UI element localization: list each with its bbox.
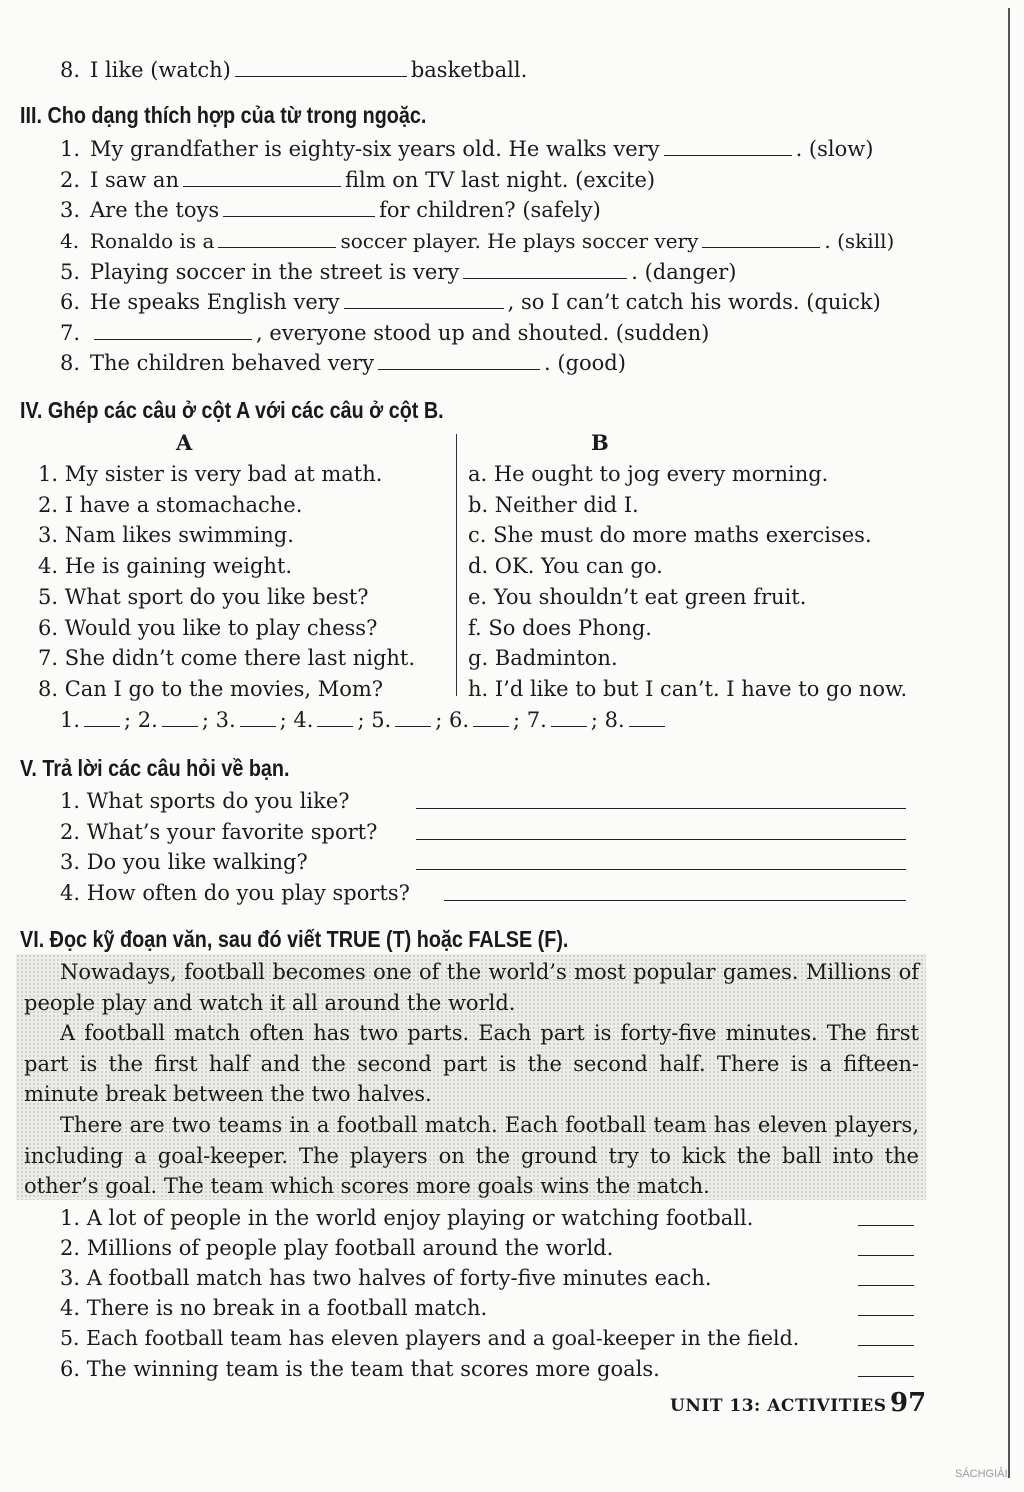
- item-text: Playing soccer in the street is very: [90, 260, 460, 284]
- section-5-question: 3. Do you like walking?: [60, 850, 308, 874]
- answer-blank[interactable]: [395, 708, 431, 727]
- section-5-question: 4. How often do you play sports?: [60, 881, 410, 905]
- answer-line[interactable]: [416, 821, 906, 840]
- column-b-item: a. He ought to jog every morning.: [468, 462, 829, 486]
- true-false-statement: 2. Millions of people play football around the world.: [60, 1236, 614, 1260]
- answer-blank[interactable]: [702, 229, 820, 248]
- section-3-item: [60, 289, 881, 315]
- answer-blank[interactable]: [240, 708, 276, 727]
- item-text: for children? (safely): [379, 198, 601, 222]
- column-a-item: 6. Would you like to play chess?: [38, 616, 378, 640]
- item-text: He speaks English very: [90, 290, 340, 314]
- item-text: , so I can’t catch his words. (quick): [507, 290, 881, 314]
- item-text: . (slow): [795, 137, 874, 161]
- answer-blank[interactable]: [183, 168, 341, 187]
- column-a-item: 2. I have a stomachache.: [38, 493, 303, 517]
- passage-paragraph: Nowadays, football becomes one of the world’s most popular games. Millions of people play and watch it all around the world.: [24, 960, 919, 1015]
- item-text: My grandfather is eighty-six years old. He walks very: [90, 137, 660, 161]
- item-number: 5.: [60, 260, 81, 284]
- section-3-item: [60, 259, 736, 285]
- column-a-item: 3. Nam likes swimming.: [38, 523, 294, 547]
- unit-label: UNIT 13: ACTIVITIES: [670, 1396, 887, 1416]
- item-text: basketball.: [410, 58, 528, 82]
- section-3-title: III. Cho dạng thích hợp của từ trong ngoặc.: [20, 102, 427, 128]
- item-text: Ronaldo is a: [90, 229, 215, 253]
- column-b-item: e. You shouldn’t eat green fruit.: [468, 585, 807, 609]
- answer-label: ; 4.: [279, 708, 314, 732]
- true-false-statement: 6. The winning team is the team that scores more goals.: [60, 1357, 660, 1381]
- answer-line[interactable]: [444, 882, 906, 901]
- answer-blank[interactable]: [378, 351, 540, 370]
- answer-blank[interactable]: [162, 708, 198, 727]
- top-exercise-item: [60, 57, 527, 83]
- column-b-item: d. OK. You can go.: [468, 554, 663, 578]
- answer-blank[interactable]: [858, 1327, 914, 1346]
- section-6-title: VI. Đọc kỹ đoạn văn, sau đó viết TRUE (T) hoặc FALSE (F).: [20, 926, 569, 952]
- column-b-item: h. I’d like to but I can’t. I have to go now.: [468, 677, 908, 701]
- item-text: The children behaved very: [90, 351, 374, 375]
- column-divider: [456, 434, 457, 696]
- item-number: 7.: [60, 321, 81, 345]
- item-text: . (danger): [631, 260, 737, 284]
- answer-blank[interactable]: [858, 1237, 914, 1256]
- watermark-logo: SÁCHGIẢI: [955, 1468, 1008, 1480]
- answer-label: ; 7.: [513, 708, 547, 732]
- section-5-question: 1. What sports do you like?: [60, 789, 350, 813]
- answer-label: 1.: [60, 708, 81, 732]
- answer-blank[interactable]: [858, 1297, 914, 1316]
- item-text: soccer player. He plays soccer very: [340, 229, 699, 253]
- page-number: 97: [890, 1388, 927, 1418]
- answer-line[interactable]: [416, 851, 906, 870]
- answer-blank[interactable]: [223, 198, 375, 217]
- column-a-item: 8. Can I go to the movies, Mom?: [38, 677, 384, 701]
- section-3-item: [60, 320, 709, 346]
- answer-label: ; 6.: [435, 708, 470, 732]
- item-text: . (skill): [824, 229, 895, 253]
- true-false-statement: 4. There is no break in a football match.: [60, 1296, 488, 1320]
- answer-blank[interactable]: [235, 58, 407, 77]
- answer-label: ; 2.: [124, 708, 158, 732]
- section-3-item: [60, 228, 894, 254]
- answer-label: ; 3.: [201, 708, 236, 732]
- section-3-item: [60, 167, 655, 193]
- true-false-statement: 5. Each football team has eleven players and a goal-keeper in the field.: [60, 1326, 800, 1350]
- answer-blank[interactable]: [858, 1358, 914, 1377]
- column-a-item: 1. My sister is very bad at math.: [38, 462, 383, 486]
- answer-blank[interactable]: [473, 708, 509, 727]
- column-b-item: b. Neither did I.: [468, 493, 639, 517]
- item-text: Are the toys: [90, 198, 220, 222]
- answer-label: ; 8.: [590, 708, 625, 732]
- passage-paragraph: A football match often has two parts. Each part is forty-five minutes. The first part is the first half and the second part is the second half. There is a fifteen-minute break between the two halves.: [24, 1021, 919, 1106]
- column-b-item: c. She must do more maths exercises.: [468, 523, 872, 547]
- item-text: . (good): [543, 351, 626, 375]
- item-number: 6.: [60, 290, 81, 314]
- answer-blank[interactable]: [551, 708, 587, 727]
- section-5-question: 2. What’s your favorite sport?: [60, 820, 378, 844]
- answer-blank[interactable]: [858, 1267, 914, 1286]
- column-b-item: g. Badminton.: [468, 646, 618, 670]
- true-false-statement: 3. A football match has two halves of forty-five minutes each.: [60, 1266, 712, 1290]
- column-a-item: 7. She didn’t come there last night.: [38, 646, 416, 670]
- column-b-item: f. So does Phong.: [468, 616, 652, 640]
- section-3-item: [60, 350, 626, 376]
- answer-blank[interactable]: [664, 137, 792, 156]
- item-number: 8.: [60, 351, 81, 375]
- matching-answer-row: [60, 707, 669, 733]
- section-3-item: [60, 136, 873, 162]
- item-number: 4.: [60, 229, 80, 253]
- true-false-statement: 1. A lot of people in the world enjoy playing or watching football.: [60, 1206, 754, 1230]
- answer-blank[interactable]: [344, 290, 504, 309]
- section-3-item: [60, 197, 601, 223]
- item-number: 1.: [60, 137, 81, 161]
- page-edge-line: [1008, 8, 1010, 1478]
- section-5-title: V. Trả lời các câu hỏi về bạn.: [20, 755, 290, 781]
- item-number: 2.: [60, 168, 81, 192]
- column-b-header: B: [591, 430, 609, 455]
- answer-blank[interactable]: [84, 708, 120, 727]
- answer-blank[interactable]: [94, 321, 252, 340]
- answer-blank[interactable]: [463, 260, 627, 279]
- answer-line[interactable]: [416, 790, 906, 809]
- answer-label: ; 5.: [357, 708, 392, 732]
- column-a-item: 4. He is gaining weight.: [38, 554, 293, 578]
- passage-paragraph: There are two teams in a football match. Each football team has eleven players, including a goal-keeper. The players on the ground try to kick the ball into the other’s goal. The team which scores more goals wins the match.: [24, 1113, 919, 1198]
- answer-blank[interactable]: [858, 1207, 914, 1226]
- item-text: I saw an: [90, 168, 179, 192]
- answer-blank[interactable]: [317, 708, 353, 727]
- item-text: film on TV last night. (excite): [344, 168, 656, 192]
- column-a-item: 5. What sport do you like best?: [38, 585, 369, 609]
- column-a-header: A: [176, 430, 193, 455]
- answer-blank[interactable]: [629, 708, 665, 727]
- item-text: , everyone stood up and shouted. (sudden): [256, 321, 710, 345]
- section-4-title: IV. Ghép các câu ở cột A với các câu ở cột B.: [20, 397, 444, 423]
- item-number: 8.: [60, 58, 81, 82]
- item-text: I like (watch): [90, 58, 231, 82]
- answer-blank[interactable]: [218, 229, 336, 248]
- item-number: 3.: [60, 198, 81, 222]
